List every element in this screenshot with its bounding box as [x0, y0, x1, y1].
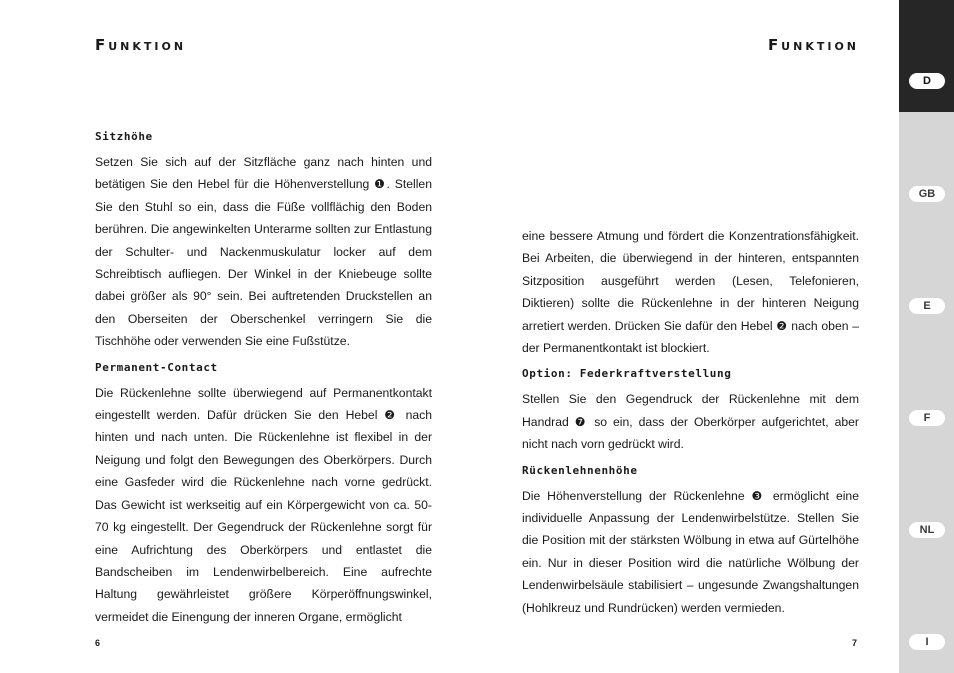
language-tab-d[interactable]: D	[909, 73, 945, 89]
paragraph-federkraft: Stellen Sie den Gegendruck der Rückenlehne mit dem Handrad ❼ so ein, dass der Oberkörper aufgerichtet, aber nicht nach vorn gedrückt wird.	[522, 392, 859, 452]
right-column	[522, 225, 859, 625]
page-number-left: 6	[95, 638, 101, 648]
page-number-right: 7	[852, 638, 858, 648]
section-heading-federkraft: Option: Federkraftverstellung	[522, 367, 732, 381]
section-heading-sitzhoehe: Sitzhöhe	[95, 130, 153, 143]
language-tab-i[interactable]: I	[909, 634, 945, 650]
paragraph-rueckenlehnenhoehe: Die Höhenverstellung der Rückenlehne ❸ ermöglicht eine individuelle Anpassung der Lendenwirbelstütze. Stellen Sie die Position mit der stärksten Wölbung in etwa auf Gürtelhöhe ein. Nur in dieser Position wird die natürliche Wölbung der Lendenwirbelsäule stabilisiert – ungesunde Zwangshaltungen (Hohlkreuz und Rundrücken) werden vermieden.	[522, 488, 859, 615]
left-column	[95, 128, 432, 634]
paragraph-continued: eine bessere Atmung und fördert die Konzentrationsfähigkeit. Bei Arbeiten, die überwiegend in der hinteren, entspannten Sitzposition ausgeführt werden (Lesen, Telefonieren, Diktieren) sollte die Rückenlehne in der hinteren Neigung arretiert werden. Drücken Sie dafür den Hebel ❷ nach oben – der Permanentkontakt ist blockiert.	[522, 229, 859, 356]
language-tab-nl[interactable]: NL	[909, 522, 945, 538]
section-heading-permanent-contact: Permanent-Contact	[95, 360, 218, 374]
language-tab-gb[interactable]: GB	[909, 186, 945, 202]
paragraph-sitzhoehe: Setzen Sie sich auf der Sitzfläche ganz nach hinten und betätigen Sie den Hebel für die Höhenverstellung ❶. Stellen Sie den Stuhl so ein, dass die Füße vollflächig den Boden berühren. Die angewinkelten Unterarme sollten zur Entlastung der Schulter- und Nackenmuskulatur locker auf dem Schreibtisch aufliegen. Der Winkel in der Kniebeuge sollte dabei größer als 90° sein. Bei auftretenden Druckstellen an den Oberseiten der Oberschenkel verringern Sie die Tischhöhe oder verwenden Sie eine Fußstütze.	[95, 155, 432, 349]
page-header-left: Funktion	[95, 36, 187, 54]
page-header-right: Funktion	[767, 36, 859, 54]
language-sidebar	[899, 0, 954, 673]
paragraph-permanent-contact: Die Rückenlehne sollte überwiegend auf Permanentkontakt eingestellt werden. Dafür drücken Sie den Hebel ❷ nach hinten und nach unten. Die Rückenlehne ist flexibel in der Neigung und folgt den Bewegungen des Oberkörpers. Durch eine Gasfeder wird die Rückenlehne nach vorne gedrückt. Das Gewicht ist werkseitig auf ein Körpergewicht von ca. 50-70 kg eingestellt. Der Gegendruck der Rückenlehne sorgt für eine Aufrichtung des Oberkörpers und entlastet die Bandscheiben im Lendenwirbelbereich. Eine aufrechte Haltung gewährleistet größere Körperöffnungswinkel, vermeidet die Einengung der inneren Organe, ermöglicht	[95, 385, 432, 624]
language-tab-e[interactable]: E	[909, 298, 945, 314]
language-tab-f[interactable]: F	[909, 410, 945, 426]
section-heading-rueckenlehnenhoehe: Rückenlehnenhöhe	[522, 463, 638, 477]
active-language-band	[899, 0, 954, 112]
